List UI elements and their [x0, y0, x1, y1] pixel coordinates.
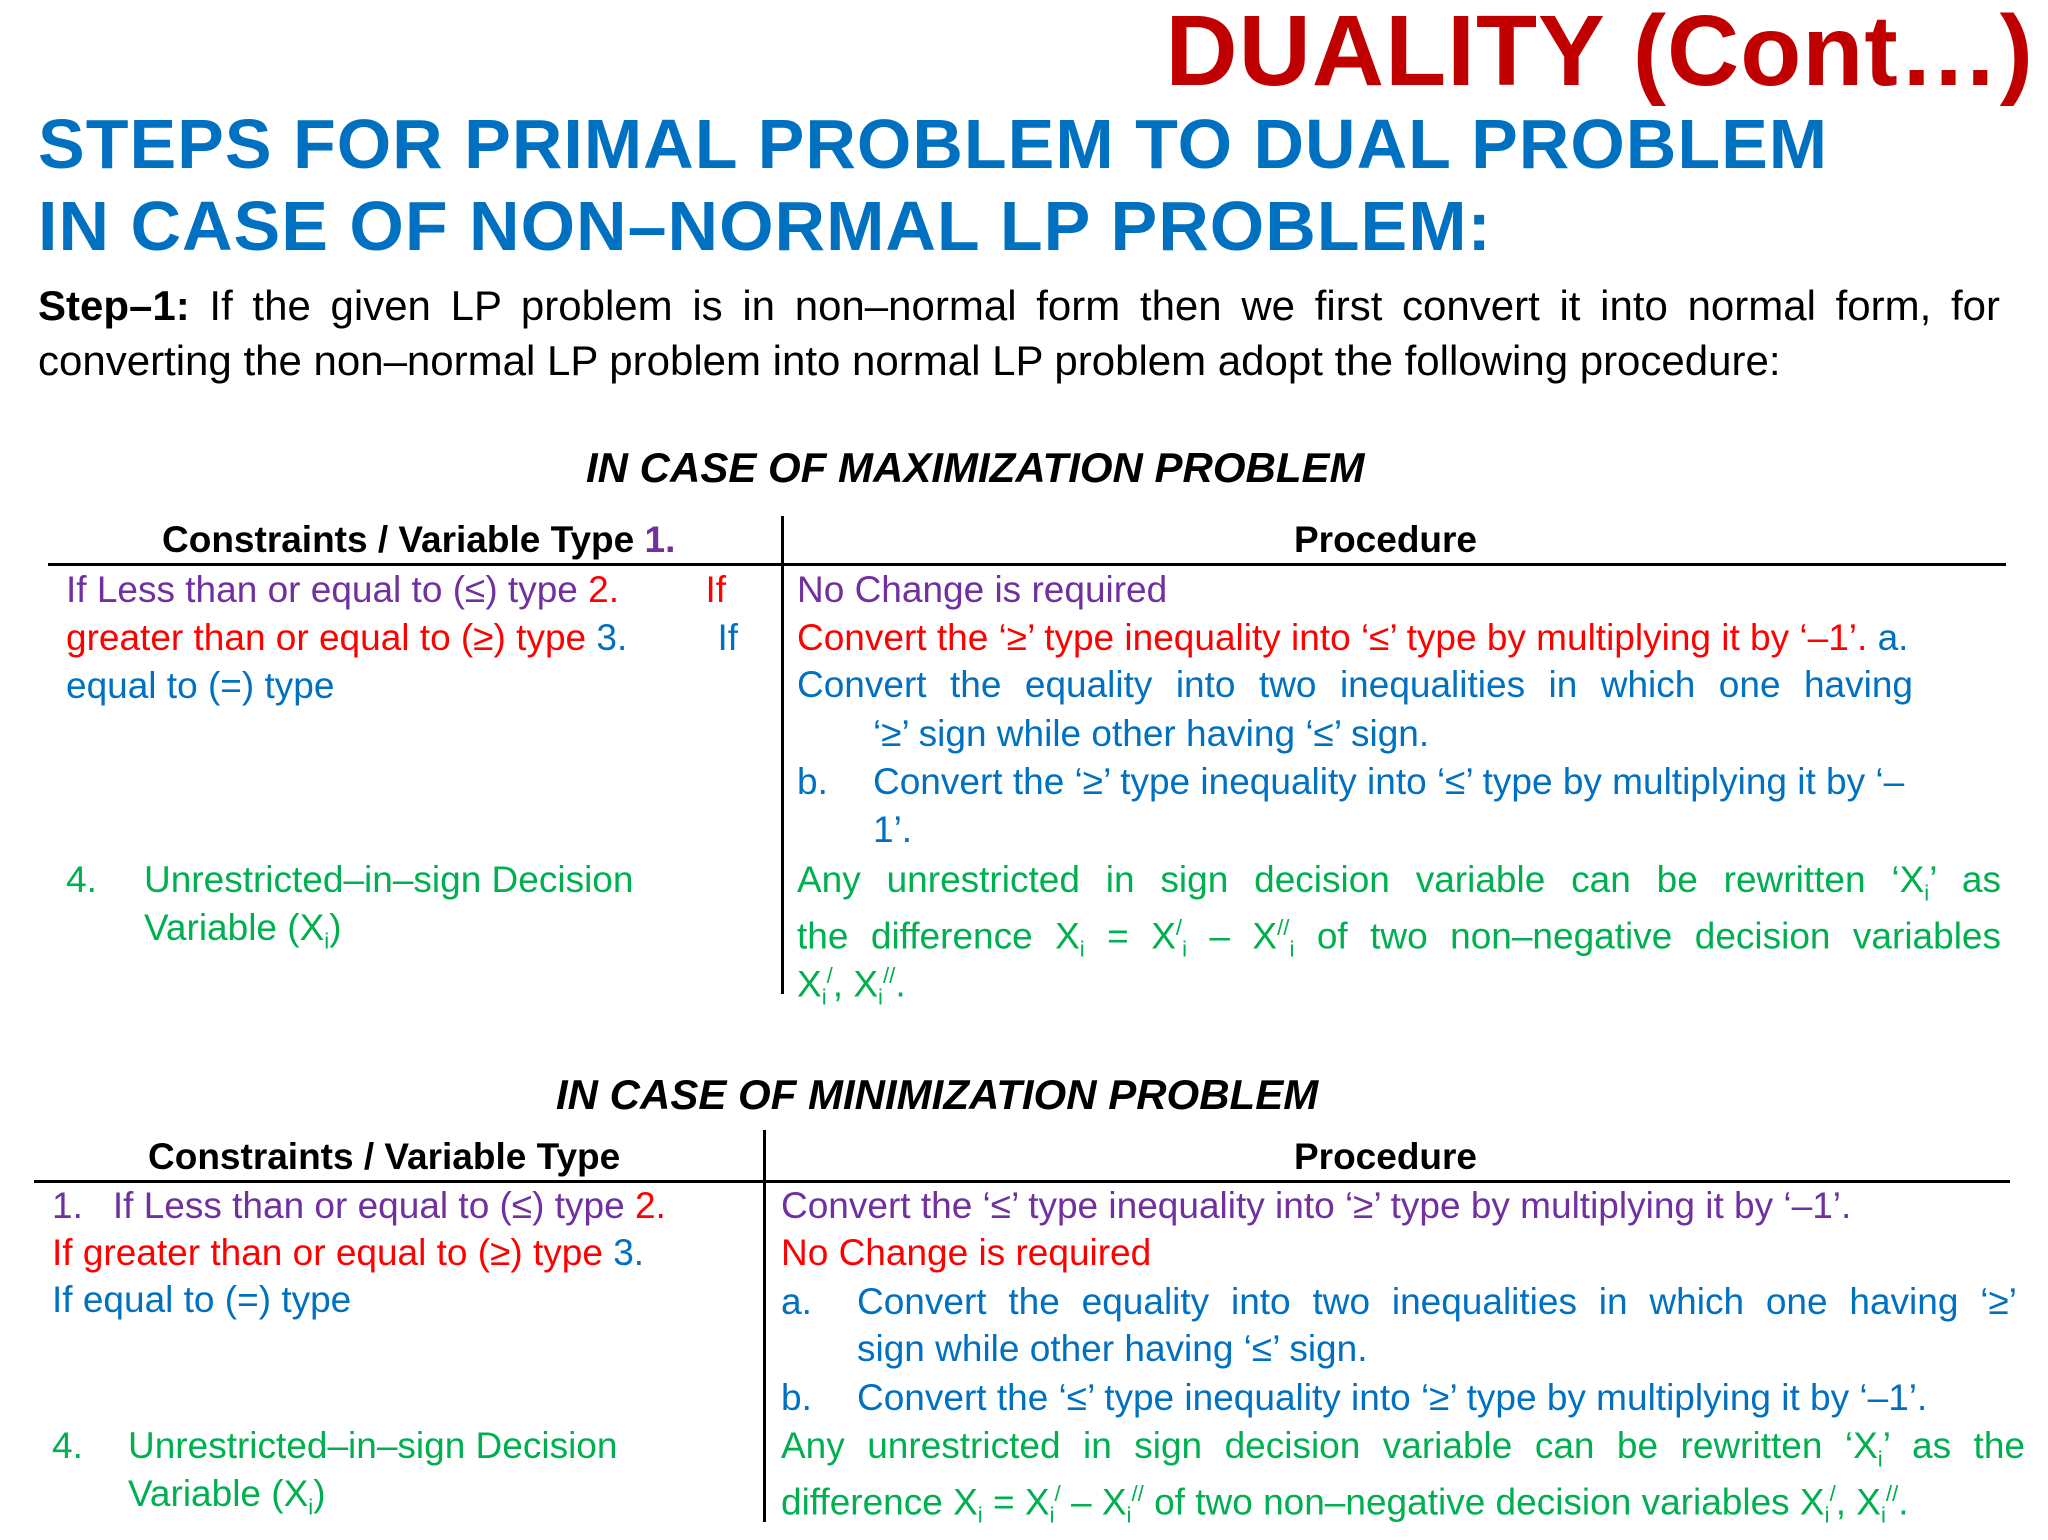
max-p5a: Any unrestricted in sign decision variable can be rewritten ‘$X_i$’ as	[797, 859, 2001, 906]
min-c1-line3: If equal to (=) type	[52, 1279, 352, 1320]
min-p2: No Change is required	[781, 1232, 1152, 1273]
max-c1-line3: equal to (=) type	[66, 665, 335, 706]
max-p3b: ‘≥’ sign while other having ‘≤’ sign.	[873, 713, 1430, 754]
min-section-title: IN CASE OF MINIMIZATION PROBLEM	[556, 1071, 1319, 1118]
min-p1: Convert the ‘≤’ type inequality into ‘≥’ type by multiplying it by ‘–1’.	[781, 1185, 1852, 1226]
max-p5b: the difference $X_i = X^/_i - X^{//}_i$ of two non–negative decision variables	[797, 915, 2002, 962]
min-p5a: Any unrestricted in sign decision variable can be rewritten ‘$X_i$’ as the	[781, 1425, 2025, 1472]
max-c1-line4: Unrestricted–in–sign Decision	[144, 859, 634, 900]
max-col1-header: Constraints / Variable Type 1.	[162, 519, 676, 560]
max-c1-line5: Variable $(X_i)$	[144, 907, 342, 954]
max-p3a: Convert the equality into two inequalities in which one having	[797, 664, 1913, 705]
step1-text: If the given LP problem is in non–normal form then we first convert it into normal form, for converting the non–normal LP problem into normal LP problem adopt the following procedure:	[38, 282, 2000, 384]
min-col1-header: Constraints / Variable Type	[148, 1136, 621, 1177]
min-column-divider	[763, 1130, 766, 1522]
min-p5b: difference $X_i = X_i^/ - X_i^{//}$ of two non–negative decision variables $X_i^/$, $X_i^{//}$.	[781, 1481, 1909, 1528]
max-p4-marker: b.	[797, 761, 828, 802]
max-p4a: Convert the ‘≥’ type inequality into ‘≤’ type by multiplying it by ‘–	[873, 761, 1905, 802]
max-c1-line1: If Less than or equal to (≤) type 2. If	[66, 569, 726, 610]
max-num-2: 2.	[588, 569, 619, 610]
min-p4: Convert the ‘≤’ type inequality into ‘≥’ type by multiplying it by ‘–1’.	[857, 1377, 1928, 1418]
max-c1-line2: greater than or equal to (≥) type 3. If	[66, 617, 738, 658]
max-num-4: 4.	[66, 859, 97, 900]
max-column-divider	[781, 516, 784, 994]
min-p3a: Convert the equality into two inequalities in which one having ‘≥’	[857, 1281, 2017, 1322]
min-num-4: 4.	[52, 1425, 83, 1466]
heading-line-2: IN CASE OF NON–NORMAL LP PROBLEM:	[38, 187, 1492, 265]
step1-paragraph	[38, 278, 2000, 388]
min-c1-line4: Unrestricted–in–sign Decision	[128, 1425, 618, 1466]
min-c1-line1: 1. If Less than or equal to (≤) type 2.	[52, 1185, 666, 1226]
min-p3b: sign while other having ‘≤’ sign.	[857, 1328, 1368, 1369]
max-p2: Convert the ‘≥’ type inequality into ‘≤’ type by multiplying it by ‘–1’. a.	[797, 617, 1909, 658]
max-p4b: 1’.	[873, 809, 913, 850]
slide-title: DUALITY (Cont…)	[1165, 0, 2034, 107]
min-col2-header: Procedure	[1294, 1136, 1478, 1177]
min-p3-marker: a.	[781, 1281, 812, 1322]
min-num-2: 2.	[635, 1185, 666, 1226]
step1-label: Step–1:	[38, 282, 190, 329]
max-p5c: $X_i^/$, $X_i^{//}$.	[797, 963, 906, 1010]
heading-line-1: STEPS FOR PRIMAL PROBLEM TO DUAL PROBLEM	[38, 105, 1829, 183]
min-c1-line5: Variable $(X_i)$	[128, 1473, 326, 1520]
max-col2-header: Procedure	[1294, 519, 1478, 560]
max-section-title: IN CASE OF MAXIMIZATION PROBLEM	[586, 444, 1365, 491]
min-c1-line2: If greater than or equal to (≥) type 3.	[52, 1232, 645, 1273]
max-num-1: 1.	[644, 519, 676, 560]
max-num-3: 3.	[596, 617, 628, 658]
min-p4-marker: b.	[781, 1377, 812, 1418]
min-num-3: 3.	[613, 1232, 645, 1273]
max-p1: No Change is required	[797, 569, 1168, 610]
